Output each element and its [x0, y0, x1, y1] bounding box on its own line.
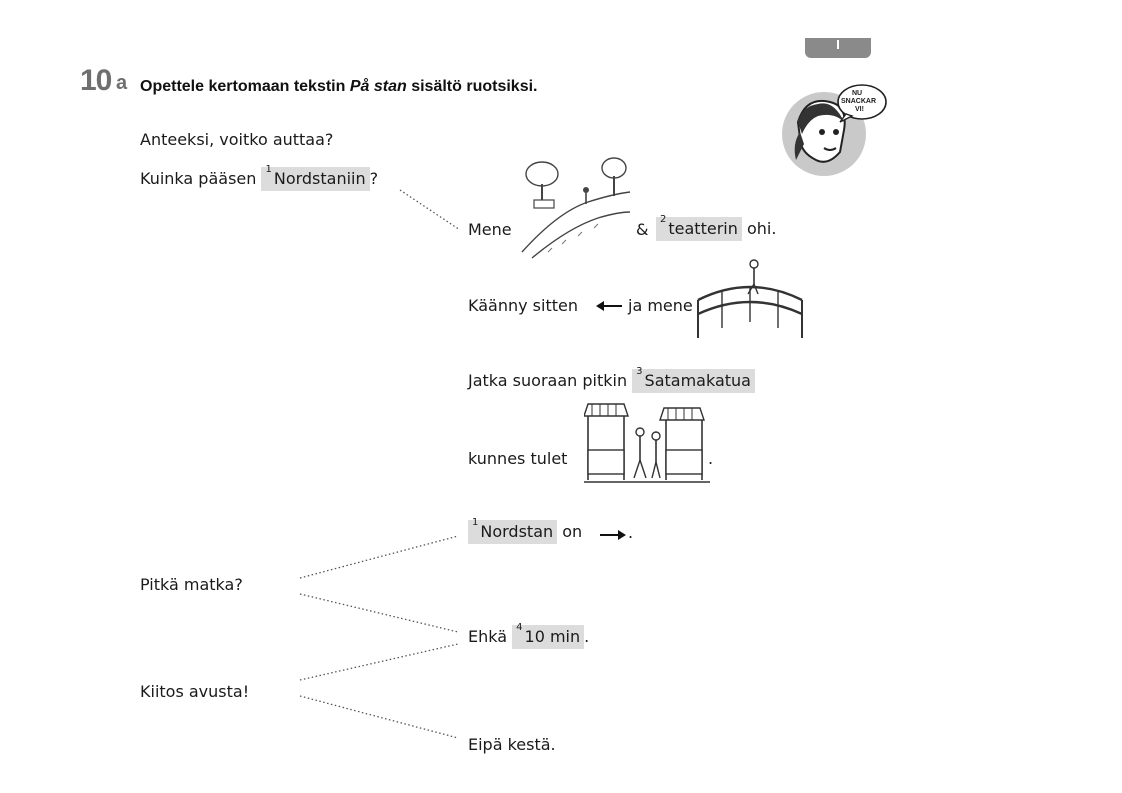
- exercise-letter: a: [116, 72, 128, 94]
- answer-line-7: Eipä kestä.: [468, 735, 556, 754]
- l6-box-num: 4: [516, 621, 523, 633]
- l1-box-text: teatterin: [668, 219, 738, 238]
- l5-box-text: Nordstan: [480, 522, 554, 541]
- l1-box-num: 2: [660, 213, 667, 225]
- answer-line-2-mid: ja mene: [628, 296, 693, 315]
- instruction-title: På stan: [349, 78, 407, 95]
- l3-box-num: 3: [636, 365, 643, 377]
- q2-box-text: Nordstaniin: [273, 169, 366, 188]
- answer-line-5-post: .: [628, 523, 634, 542]
- answer-line-4-pre: kunnes tulet: [468, 449, 568, 468]
- instruction-post: sisältö ruotsiksi.: [406, 78, 538, 95]
- l3-box-text: Satamakatua: [644, 371, 751, 390]
- l6-box-text: 10 min: [524, 627, 581, 646]
- answer-line-1-amp: &: [636, 220, 649, 239]
- badge-text-3: VI!: [855, 106, 864, 113]
- q2-pre: Kuinka pääsen: [140, 169, 262, 188]
- answer-line-4-post: .: [708, 449, 714, 468]
- question-thanks: Kiitos avusta!: [140, 682, 250, 701]
- exercise-number: 10: [80, 64, 112, 97]
- l5-mid: on: [562, 522, 583, 541]
- question-distance: Pitkä matka?: [140, 575, 243, 594]
- l6-pre: Ehkä: [468, 627, 508, 646]
- l1-post: ohi.: [746, 219, 777, 238]
- l5-box-num: 1: [472, 516, 479, 528]
- l3-pre: Jatka suoraan pitkin: [468, 371, 628, 390]
- q2-post: ?: [369, 169, 379, 188]
- instruction-pre: Opettele kertomaan tekstin: [140, 78, 350, 95]
- q2-box-num: 1: [265, 163, 272, 175]
- answer-line-1-pre: Mene: [468, 220, 512, 239]
- question-help: Anteeksi, voitko auttaa?: [140, 130, 334, 149]
- l6-post: .: [584, 627, 590, 646]
- badge-text-1: NU: [852, 90, 863, 97]
- answer-line-2-pre: Käänny sitten: [468, 296, 578, 315]
- badge-text-2: SNACKAR: [841, 98, 876, 105]
